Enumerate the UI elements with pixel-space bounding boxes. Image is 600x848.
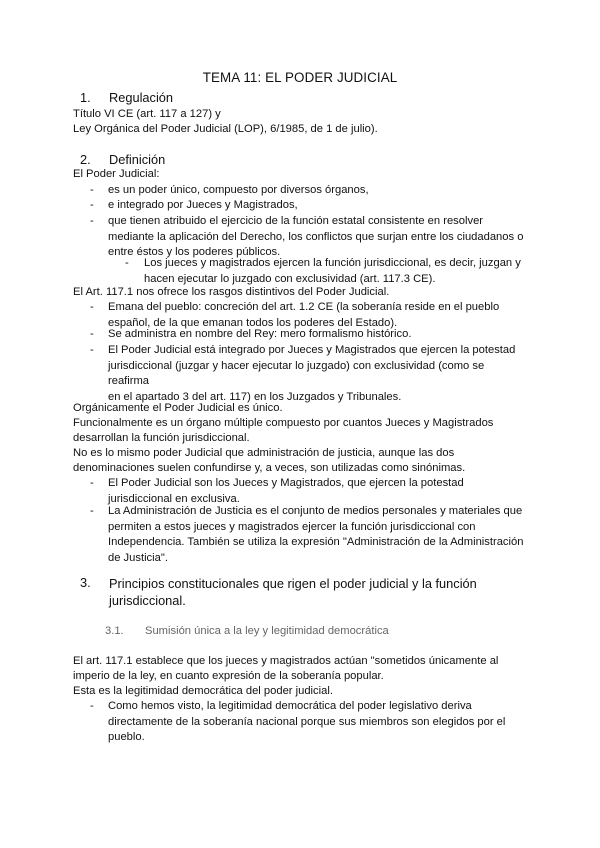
list-item-line: es un poder único, compuesto por diversos órganos, [108,184,369,196]
list-item-line: que tienen atribuido el ejercicio de la función estatal consistente en resolver [108,215,484,227]
paragraph-line: desarrollan la función jurisdiccional. [73,432,250,444]
section-number: 3. [80,575,91,590]
section-number: 1. [80,90,91,105]
paragraph-line: No es lo mismo poder Judicial que administración de justicia, aunque las dos [73,447,455,459]
list-item-line: permiten a estos jueces y magistrados ejercer la función jurisdiccional con [108,520,476,533]
section-number: 2. [80,152,91,167]
paragraph-line: El art. 117.1 establece que los jueces y magistrados actúan "sometidos únicamente al [73,655,499,667]
page-title: TEMA 11: EL PODER JUDICIAL [202,70,398,85]
paragraph-line: Orgánicamente el Poder Judicial es único. [73,402,283,414]
list-item-line: mediante la aplicación del Derecho, los conflictos que surjan entre los ciudadanos o [108,230,524,243]
list-dash: - [90,344,94,356]
list-dash: - [90,700,94,712]
list-item-line: Independencia. También se utiliza la expresión "Administración de la Administración [108,536,524,549]
list-dash: - [90,301,94,313]
list-dash: - [90,215,94,227]
paragraph-line: El Art. 117.1 nos ofrece los rasgos distintivos del Poder Judicial. [73,286,390,298]
list-item-line: pueblo. [108,731,145,744]
section-1-heading [80,90,173,106]
paragraph-line: Ley Orgánica del Poder Judicial (LOP), 6/1985, de 1 de julio). [73,123,378,135]
list-item-line: Emana del pueblo: concreción del art. 1.2 CE (la soberanía reside en el pueblo [108,301,500,313]
section-2-heading [80,152,165,168]
list-item-line: e integrado por Jueces y Magistrados, [108,199,298,211]
list-dash: - [90,328,94,340]
paragraph-line: El Poder Judicial: [73,168,160,180]
list-item-line: La Administración de Justicia es el conjunto de medios personales y materiales que [108,505,523,517]
list-item-line: en el apartado 3 del art. 117) en los Juzgados y Tribunales. [108,390,402,403]
list-item-line: El Poder Judicial está integrado por Jueces y Magistrados que ejercen la potestad [108,344,516,356]
list-dash: - [125,257,129,269]
list-item-line: directamente de la soberanía nacional porque sus miembros son elegidos por el [108,715,506,728]
list-item-line: hacen ejecutar lo juzgado con exclusividad (art. 117.3 CE). [144,272,436,285]
paragraph-line: denominaciones suelen confundirse y, a veces, son utilizadas como sinónimas. [73,462,466,474]
section-title-line: jurisdiccional. [109,593,186,608]
list-dash: - [90,477,94,489]
list-item-line: de Justicia". [108,551,168,564]
section-3-heading [80,575,477,609]
section-title-line: Principios constitucionales que rigen el poder judicial y la función [109,576,477,591]
paragraph-line: Esta es la legitimidad democrática del poder judicial. [73,685,333,697]
paragraph-line: Título VI CE (art. 117 a 127) y [73,108,221,120]
subsection-number: 3.1. [105,625,124,637]
list-item-line: jurisdiccional (juzgar y hacer ejecutar lo juzgado) con exclusividad (como se reafirma [108,359,485,388]
list-item-line: Como hemos visto, la legitimidad democrática del poder legislativo deriva [108,700,472,712]
subsection-3-1-heading [105,624,389,640]
list-item-line: español, de la que emanan todos los poderes del Estado). [108,316,398,329]
section-title: Regulación [109,90,174,105]
list-item-line: Los jueces y magistrados ejercen la función jurisdiccional, es decir, juzgan y [144,257,521,269]
subsection-title: Sumisión única a la ley y legitimidad democrática [145,625,389,637]
list-item-line: jurisdiccional en exclusiva. [108,492,240,505]
paragraph-line: Funcionalmente es un órgano múltiple compuesto por cuantos Jueces y Magistrados [73,417,494,429]
list-dash: - [90,505,94,517]
list-dash: - [90,199,94,211]
list-item-line: El Poder Judicial son los Jueces y Magistrados, que ejercen la potestad [108,477,464,489]
paragraph-line: imperio de la ley, en cuanto expresión de la soberanía popular. [73,670,384,682]
list-dash: - [90,184,94,196]
list-item-line: entre éstos y los poderes públicos. [108,246,281,259]
section-title [109,575,477,609]
list-item-line: Se administra en nombre del Rey: mero formalismo histórico. [108,328,412,340]
section-title: Definición [109,152,166,167]
